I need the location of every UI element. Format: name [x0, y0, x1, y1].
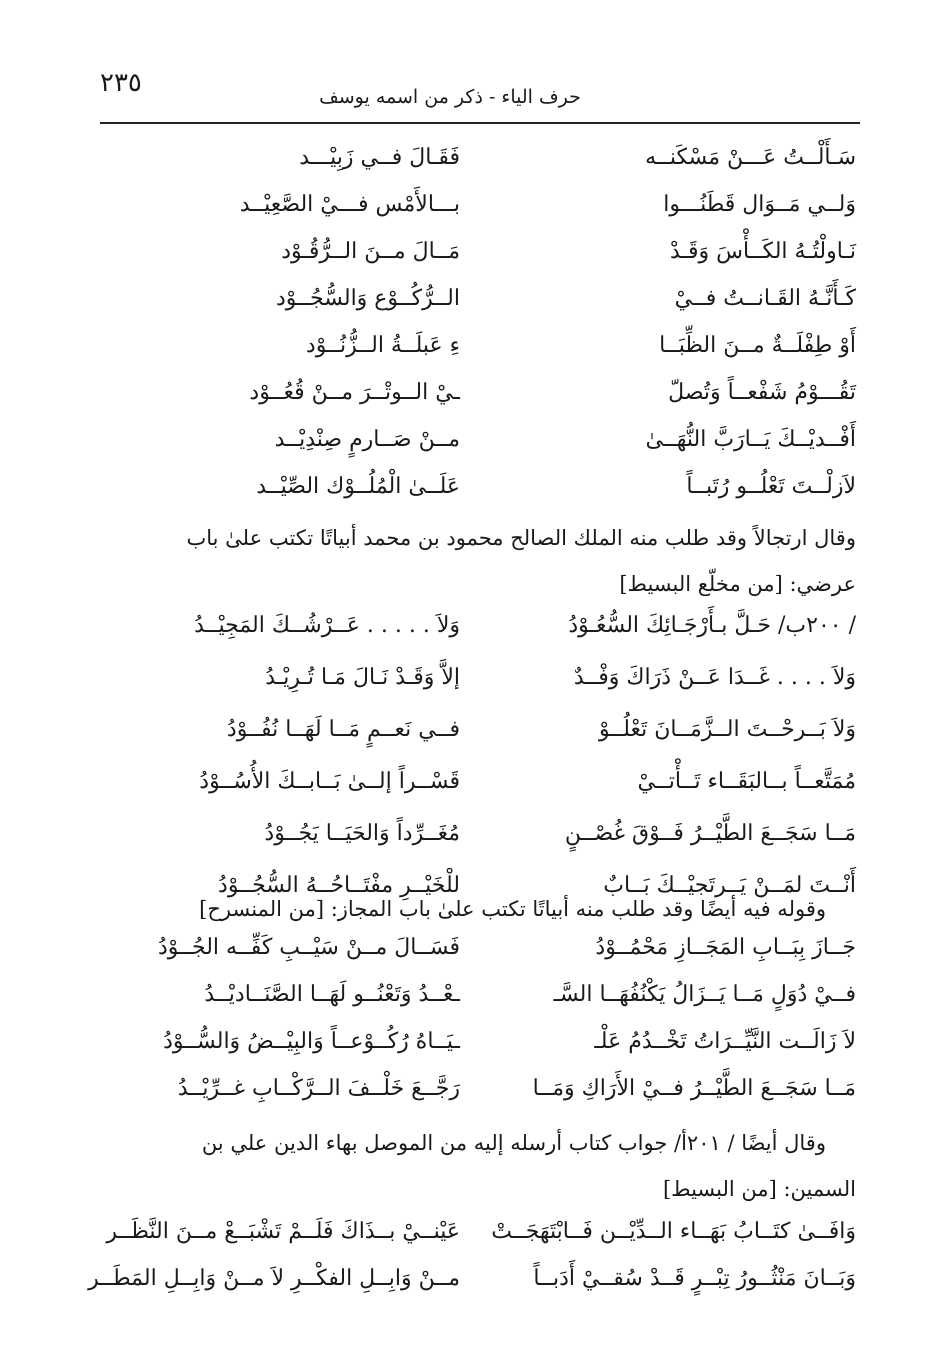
second-hemistich: للْخَيْــرِ مفْتَــاحُــهُ السُّجُــوْدُ [218, 873, 460, 898]
verse [0, 373, 944, 420]
prose-line: السمين: [من البسيط] [662, 1177, 856, 1201]
second-hemistich: فَقَـالَ فــي زَبِيْـــد [299, 145, 460, 170]
verse [0, 279, 944, 326]
first-hemistich: فــيْ دُوَلٍ مَــا يَــزَالُ يَكْنُفُهَــا السَّـ [553, 982, 856, 1007]
verse [0, 975, 944, 1022]
verse [0, 1022, 944, 1069]
poem-4 [0, 1212, 944, 1306]
prose-line: عرضي: [من مخلّع البسيط] [619, 572, 856, 596]
first-hemistich: لاَ زَالَــت النَّيِّــرَاتُ تَخْــدُمُ عَلْـ [594, 1029, 856, 1054]
first-hemistich: أَنْــتَ لمَــنْ يَــرتَجيْــكَ بَــابٌ [603, 873, 856, 898]
verse [0, 326, 944, 373]
second-hemistich: فــي نَعــمٍ مَــا لَهَــا نُفُــوْدُ [226, 717, 460, 742]
first-hemistich: وَلاَ بَــرحْــتَ الــزَّمَــانَ تَعْلُــوْ [598, 717, 856, 742]
verse [0, 606, 944, 658]
second-hemistich: إلاَّ وَقَـدْ نَـالَ مَـا تُـرِيْـدُ [265, 665, 460, 690]
verse [0, 928, 944, 975]
first-hemistich: مُمَتَّعــاً بــالبَقَــاء تَــأْتــيْ [637, 769, 856, 794]
first-hemistich: جَــازَ بِبَــابِ المَجَــازِ مَحْمُــوْدُ [595, 935, 856, 960]
prose-line: وقوله فيه أيضًا وقد طلب منه أبياتًا تكتب علىٰ باب المجاز: [من المنسرح] [199, 897, 826, 921]
second-hemistich: عَيْنــيْ بــذَاكَ فَلَــمْ تَشْبَــعْ مــنَ النَّظَــر [106, 1219, 460, 1244]
first-hemistich: مَــا سَجَــعَ الطَّيْــرُ فَــوْقَ غُصْــنٍ [564, 821, 856, 846]
verse [0, 1259, 944, 1306]
verse [0, 138, 944, 185]
prose-line: وقال ارتجالاً وقد طلب منه الملك الصالح محمود بن محمد أبياتًا تكتب علىٰ باب [186, 526, 856, 550]
first-hemistich: وَلــي مَــوَال قَطَنُـــوا [663, 192, 856, 217]
second-hemistich: ـيَــاهُ رُكُــوْعــاً وَالبِيْــضُ وَالسُّــوْدُ [163, 1029, 460, 1054]
second-hemistich: الــرُّكُــوْع وَالسُّجُــوْد [275, 286, 460, 311]
first-hemistich: نَـاولْتُـهُ الكَــأْسَ وَقَـدْ [669, 239, 856, 264]
second-hemistich: فَسَــالَ مــنْ سَيْــبِ كَفِّــه الجُــوْدُ [157, 935, 460, 960]
first-hemistich: تَقُـــوْمُ شَفْعــاً وَتُصلّ [668, 380, 856, 405]
second-hemistich: بـــالأَمْس فـــيْ الصَّعِيْــد [239, 192, 460, 217]
verse [0, 420, 944, 467]
verse [0, 467, 944, 514]
second-hemistich: مُغَــرِّداً وَالحَيَــا يَجُــوْدُ [264, 821, 460, 846]
verse [0, 658, 944, 710]
poem-3 [0, 928, 944, 1116]
verse [0, 762, 944, 814]
first-hemistich: سَـأَلْــتُ عَـــنْ مَسْكَنــه [645, 145, 856, 170]
first-hemistich: / ٢٠٠ب/ حَـلَّ بـأَرْجَـائِكَ السُّعُـوْدُ [568, 613, 856, 638]
first-hemistich: كَـأَنَّـهُ القَـانــتُ فــيْ [674, 286, 856, 311]
poem-2 [0, 606, 944, 918]
second-hemistich: ءِ عَبلَــةُ الــزُّنُــوْد [305, 333, 460, 358]
prose-paragraph [101, 1120, 856, 1212]
prose-paragraph [101, 515, 856, 607]
first-hemistich: وَافَــىٰ كتَــابُ بَهَــاء الــدِّيْــن فَــابْتَهَجَــتْ [491, 1219, 856, 1244]
second-hemistich: مَــالَ مــنَ الــرُّقُـوْد [281, 239, 460, 264]
first-hemistich: أَفْــديْــكَ يَــارَبَّ النُّهَــىٰ [645, 427, 856, 452]
running-head: حرف الياء - ذكر من اسمه يوسف [319, 86, 581, 108]
first-hemistich: وَلاَ . . . . غَــدَا عَــنْ ذَرَاكَ وَفْــدٌ [573, 665, 856, 690]
verse [0, 185, 944, 232]
second-hemistich: ـيْ الــوتْــرَ مــنْ قُعُــوْد [249, 380, 460, 405]
header-rule [100, 122, 860, 124]
verse [0, 814, 944, 866]
second-hemistich: مــنْ وَابِــلِ الفكْــرِ لاَ مــنْ وَابِــلِ المَطَــر [88, 1266, 460, 1291]
second-hemistich: ـعْــدُ وَتَعْنُــو لَهَــا الصَّنَــاديْــدُ [204, 982, 460, 1007]
second-hemistich: وَلاَ . . . . . عَــرْشُــكَ المَجِيْــدُ [194, 613, 460, 638]
prose-paragraph [101, 886, 856, 932]
verse [0, 710, 944, 762]
second-hemistich: مــنْ صَــارمٍ صِنْدِيْــد [274, 427, 460, 452]
first-hemistich: لاَزلْــتَ تَعْلُــو رُتَبــاً [686, 474, 856, 499]
prose-line: وقال أيضًا / ٢٠١أ/ جواب كتاب أرسله إليه من الموصل بهاء الدين علي بن [201, 1131, 826, 1155]
page-number: ٢٣٥ [100, 68, 142, 98]
second-hemistich: رَجَّــعَ خَلْــفَ الــرَّكْــابِ غــرِّيْــدُ [177, 1076, 460, 1101]
second-hemistich: عَلَــىٰ الْمُلُــوْك الصِّيْــد [256, 474, 460, 499]
first-hemistich: مَــا سَجَــعَ الطَّيْــرُ فــيْ الأَرَاكِ وَمَــا [532, 1076, 856, 1101]
verse [0, 1212, 944, 1259]
first-hemistich: وَبَــانَ مَنْثُــورُ تِبْــرٍ قَــدْ سُقــيْ أَدَبــاً [533, 1266, 856, 1291]
verse [0, 1069, 944, 1116]
poem-1 [0, 138, 944, 514]
first-hemistich: أَوْ طِفْلَــةٌ مــنَ الظِّبَــا [659, 333, 856, 358]
verse [0, 232, 944, 279]
second-hemistich: قَسْــراً إلــىٰ بَــابــكَ الأُسُــوْدُ [199, 769, 460, 794]
